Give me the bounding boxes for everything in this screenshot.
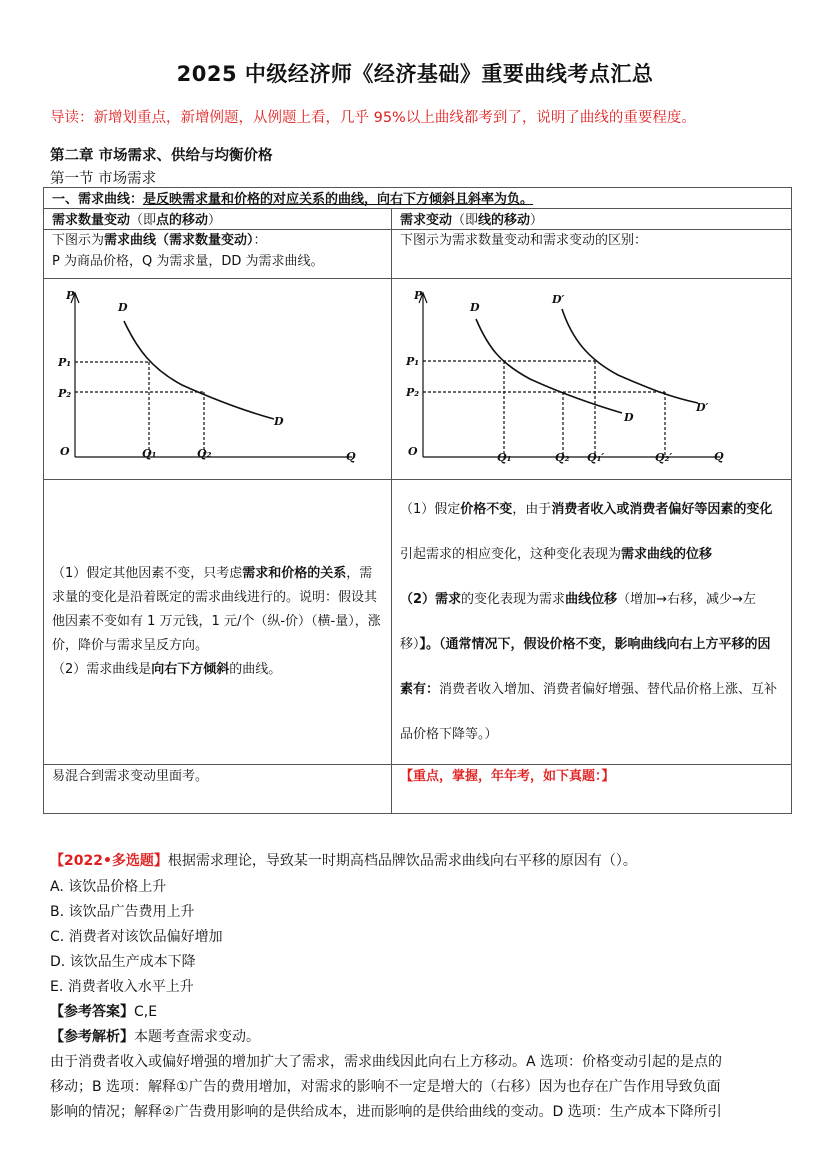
q-label: Q bbox=[714, 450, 724, 463]
table-header-row bbox=[44, 188, 792, 209]
q1-prime-label: Q₁′ bbox=[587, 451, 605, 464]
analysis-head: 【参考解析】本题考查需求变动。 bbox=[50, 1029, 260, 1045]
section-heading: 第一节 市场需求 bbox=[50, 171, 157, 187]
d-prime-label-bottom: D′ bbox=[696, 401, 709, 414]
left-graph-cell bbox=[44, 279, 392, 480]
p1-label: P₁ bbox=[58, 356, 72, 369]
analysis-line-1: 由于消费者收入或偏好增强的增加扩大了需求，需求曲线因此向右上方移动。A 选项：价格变动引起的是点的 bbox=[50, 1054, 723, 1070]
origin-label: O bbox=[408, 445, 418, 458]
d-label-top: D bbox=[470, 301, 480, 314]
analysis-line-3: 影响的情况；解释②广告费用影响的是供给成本，进而影响的是供给曲线的变动。D 选项：生产成本下降所引 bbox=[50, 1104, 722, 1120]
d-label-bottom: D bbox=[274, 415, 284, 428]
table-graph-row bbox=[44, 279, 792, 480]
p2-label: P₂ bbox=[58, 387, 72, 400]
p-label: P bbox=[414, 289, 423, 302]
left-footer: 易混合到需求变动里面考。 bbox=[44, 765, 392, 814]
table-description-row bbox=[44, 230, 792, 279]
q1-label: Q₁ bbox=[497, 451, 512, 464]
d-label-top: D bbox=[118, 301, 128, 314]
intro-text: 导读：新增划重点，新增例题，从例题上看，几乎 95%以上曲线都考到了，说明了曲线的重要程度。 bbox=[50, 110, 696, 126]
option-b: B. 该饮品广告费用上升 bbox=[50, 904, 195, 920]
left-explanation: （1）假定其他因素不变，只考虑需求和价格的关系，需求量的变化是沿着既定的需求曲线进行的。说明：假设其他因素不变如有 1 万元钱，1 元/个（纵-价）（横-量），涨价，降价与需求呈反方向。 （2）需求曲线是向右下方倾斜的曲线。 bbox=[44, 480, 392, 765]
q2-label: Q₂ bbox=[555, 451, 570, 464]
right-description: 下图示为需求数量变动和需求变动的区别： bbox=[392, 230, 792, 279]
table-subheader-row bbox=[44, 209, 792, 230]
right-subheader: 需求变动（即线的移动） bbox=[392, 209, 792, 230]
table-footer-row bbox=[44, 765, 792, 814]
option-a: A. 该饮品价格上升 bbox=[50, 879, 167, 895]
chapter-heading: 第二章 市场需求、供给与均衡价格 bbox=[50, 148, 273, 164]
left-subheader: 需求数量变动（即点的移动） bbox=[44, 209, 392, 230]
option-c: C. 消费者对该饮品偏好增加 bbox=[50, 929, 223, 945]
analysis-line-2: 移动；B 选项：解释①广告的费用增加，对需求的影响不一定是增大的（右移）因为也存在广告作用导致负面 bbox=[50, 1079, 721, 1095]
option-e: E. 消费者收入水平上升 bbox=[50, 979, 194, 995]
d-prime-label-top: D′ bbox=[552, 293, 565, 306]
table-header-cell: 一、需求曲线：是反映需求量和价格的对应关系的曲线，向右下方倾斜且斜率为负。 bbox=[44, 188, 792, 209]
demand-curve-d bbox=[476, 319, 622, 413]
demand-shift-graph bbox=[400, 279, 798, 475]
q2-label: Q₂ bbox=[197, 447, 212, 460]
demand-curve-table bbox=[43, 187, 792, 814]
q-label: Q bbox=[346, 450, 356, 463]
demand-curve-graph bbox=[52, 279, 398, 475]
demand-curve-d-prime bbox=[562, 309, 698, 403]
question-stem: 【2022•多选题】根据需求理论，导致某一时期高档品牌饮品需求曲线向右平移的原因有（）。 bbox=[50, 853, 637, 869]
q2-prime-label: Q₂′ bbox=[655, 451, 673, 464]
p1-label: P₁ bbox=[406, 355, 420, 368]
origin-label: O bbox=[60, 445, 70, 458]
table-explanation-row bbox=[44, 480, 792, 765]
p-label: P bbox=[66, 289, 75, 302]
option-d: D. 该饮品生产成本下降 bbox=[50, 954, 196, 970]
right-explanation: （1）假定价格不变，由于消费者收入或消费者偏好等因素的变化引起需求的相应变化，这种变化表现为需求曲线的位移 （2）需求的变化表现为需求曲线位移（增加→右移，减少→左移）】。（通常情况下，假设价格不变，影响曲线向右上方平移的因素有：消费者收入增加、消费者偏好增强、替代品价格上涨、互补品价格下降等。） bbox=[392, 480, 792, 765]
d-label-bottom: D bbox=[624, 411, 634, 424]
answer-line: 【参考答案】C,E bbox=[50, 1004, 158, 1020]
right-footer: 【重点，掌握，年年考，如下真题：】 bbox=[392, 765, 792, 814]
q1-label: Q₁ bbox=[142, 447, 157, 460]
left-description: 下图示为需求曲线（需求数量变动）： P 为商品价格，Q 为需求量，DD 为需求曲线。 bbox=[44, 230, 392, 279]
right-graph-cell bbox=[392, 279, 792, 480]
page-title: 2025 中级经济师《经济基础》重要曲线考点汇总 bbox=[176, 62, 654, 86]
p2-label: P₂ bbox=[406, 386, 420, 399]
demand-curve bbox=[124, 321, 274, 419]
